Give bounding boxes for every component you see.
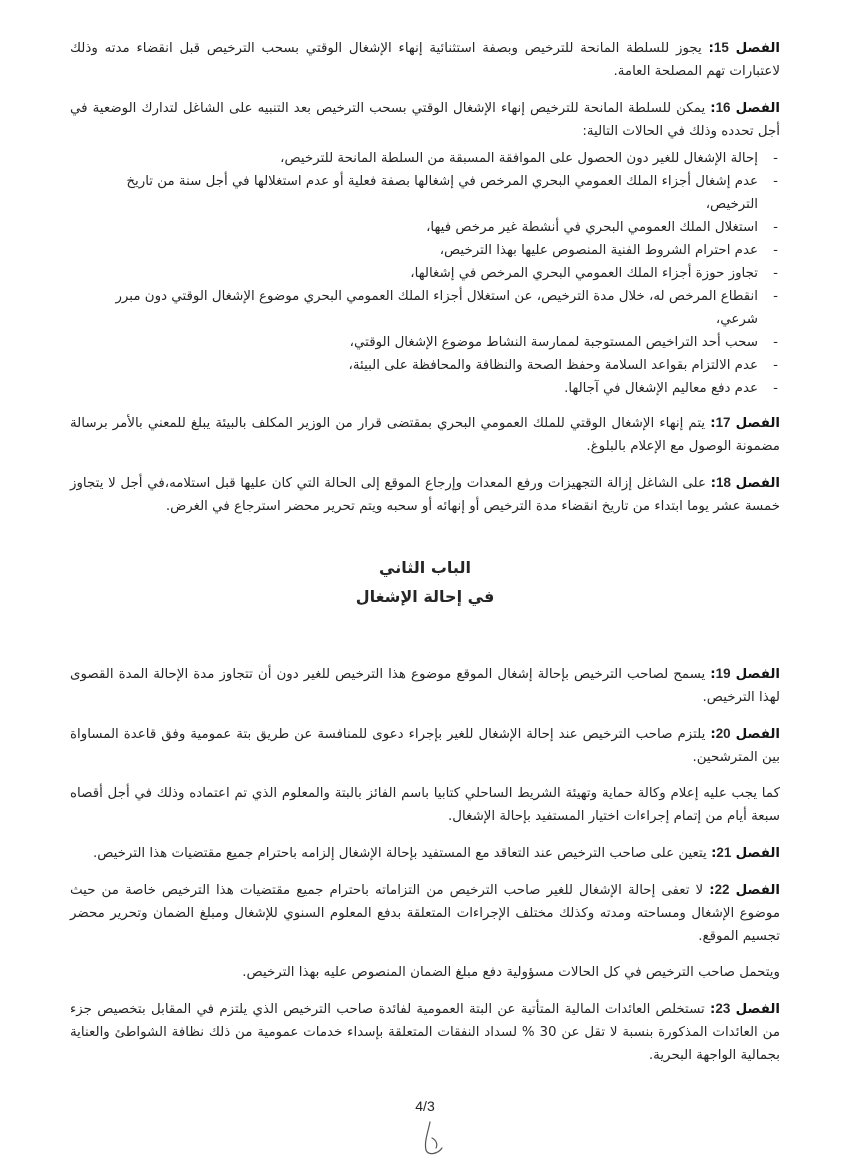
article-22: الفصل 22: لا تعفى إحالة الإشغال للغير صاحب الترخيص من التزاماته باحترام جميع مقتضيات هذا الترخيص خاصة من حيث موضوع الإشغال ومساحته ومدته وكذلك مختلف الإجراءات المتعلقة بدفع المعلوم السنوي للإشغال ومبلغ الضمان وتحرير محضر تجسيم الموقع. xyxy=(70,882,780,944)
article-21: الفصل 21: يتعين على صاحب الترخيص عند التعاقد مع المستفيد بإحالة الإشغال إلزامه باحترام جميع مقتضيات هذا الترخيص. xyxy=(92,845,780,861)
list-item: - سحب أحد التراخيص المستوجبة لممارسة النشاط موضوع الإشغال الوقتي، xyxy=(70,331,758,354)
article-label: الفصل xyxy=(735,883,780,898)
list-item: - استغلال الملك العمومي البحري في أنشطة غير مرخص فيها، xyxy=(70,216,758,239)
list-item: - إحالة الإشغال للغير دون الحصول على الموافقة المسبقة من السلطة المانحة للترخيص، xyxy=(70,147,758,170)
article-15: الفصل 15: يجوز للسلطة المانحة للترخيص وبصفة استثنائية إنهاء الإشغال الوقتي بسحب الترخيص قبل انقضاء مدته وذلك لاعتبارات تهم المصلحة العامة. xyxy=(70,40,780,79)
article-label: الفصل xyxy=(735,41,780,56)
chapter-subtitle: في إحالة الإشغال xyxy=(355,587,495,606)
article-18: الفصل 18: على الشاغل إزالة التجهيزات ورفع المعدات وإرجاع الموقع إلى الحالة التي كان عليها قبل استلامه،في أجل لا يتجاوز خمسة عشر يوما ابتداء من تاريخ انقضاء مدة الترخيص أو إنهائه أو سحبه ويتم تحرير محضر استرجاع في الغرض. xyxy=(70,475,780,514)
chapter-title: الباب الثاني xyxy=(379,558,471,577)
article-20-continuation: كما يجب عليه إعلام وكالة حماية وتهيئة الشريط الساحلي كتابيا باسم الفائز بالبتة والمعلوم الذي تم اعتماده وذلك في أجل أقصاه سبعة أيام من إتمام إجراءات اختيار المستفيد بإحالة الإشغال. xyxy=(70,786,780,824)
article-text: يسمح لصاحب الترخيص بإحالة إشغال الموقع موضوع هذا الترخيص للغير دون أن تتجاوز مدة الإحالة المدة القصوى لهذا الترخيص. xyxy=(70,667,780,705)
article-text: على الشاغل إزالة التجهيزات ورفع المعدات وإرجاع الموقع إلى الحالة التي كان عليها قبل استلامه،في أجل لا يتجاوز خمسة عشر يوما ابتداء من تاريخ انقضاء مدة الترخيص أو إنهائه أو سحبه ويتم تحرير محضر استرجاع في الغرض. xyxy=(70,476,780,514)
article-number: 20 xyxy=(715,726,731,741)
article-text: يلتزم صاحب الترخيص عند إحالة الإشغال للغير بإجراء دعوى للمنافسة عن طريق بتة عمومية وفق قاعدة المساواة بين المترشحين. xyxy=(70,727,780,765)
article-22-continuation: ويتحمل صاحب الترخيص في كل الحالات مسؤولية دفع مبلغ الضمان المنصوص عليه بهذا الترخيص. xyxy=(242,965,780,980)
article-19: الفصل 19: يسمح لصاحب الترخيص بإحالة إشغال الموقع موضوع هذا الترخيص للغير دون أن تتجاوز مدة الإحالة المدة القصوى لهذا الترخيص. xyxy=(70,666,780,705)
signature-mark xyxy=(418,1118,448,1158)
article-label: الفصل xyxy=(735,416,780,431)
article-number: 22 xyxy=(714,882,730,897)
article-label: الفصل xyxy=(735,101,780,116)
list-item: - عدم احترام الشروط الفنية المنصوص عليها بهذا الترخيص، xyxy=(70,239,758,262)
conditions-list xyxy=(70,147,780,400)
article-text: يجوز للسلطة المانحة للترخيص وبصفة استثنائية إنهاء الإشغال الوقتي بسحب الترخيص قبل انقضاء مدته وذلك لاعتبارات تهم المصلحة العامة. xyxy=(70,41,780,79)
article-number: 15 xyxy=(713,40,729,55)
list-item: - انقطاع المرخص له، خلال مدة الترخيص، عن استغلال أجزاء الملك العمومي البحري موضوع الإشغال الوقتي دون مبرر شرعي، xyxy=(70,285,758,331)
article-text: يمكن للسلطة المانحة للترخيص إنهاء الإشغال الوقتي بسحب الترخيص بعد التنبيه على الشاغل لتدارك الوضعية في أجل تحدده وذلك في الحالات التالية: xyxy=(70,101,780,139)
article-text: يتعين على صاحب الترخيص عند التعاقد مع المستفيد بإحالة الإشغال إلزامه باحترام جميع مقتضيات هذا الترخيص. xyxy=(92,846,707,861)
article-label: الفصل xyxy=(735,476,780,491)
document-page xyxy=(70,36,780,1080)
article-number: 17 xyxy=(715,415,731,430)
article-20: الفصل 20: يلتزم صاحب الترخيص عند إحالة الإشغال للغير بإجراء دعوى للمنافسة عن طريق بتة عمومية وفق قاعدة المساواة بين المترشحين. xyxy=(70,726,780,765)
article-number: 23 xyxy=(715,1001,731,1016)
article-label: الفصل xyxy=(735,667,780,682)
list-item: - تجاوز حوزة أجزاء الملك العمومي البحري المرخص في إشغالها، xyxy=(70,262,758,285)
chapter-heading xyxy=(70,554,780,612)
article-16: الفصل 16: يمكن للسلطة المانحة للترخيص إنهاء الإشغال الوقتي بسحب الترخيص بعد التنبيه على الشاغل لتدارك الوضعية في أجل تحدده وذلك في الحالات التالية: xyxy=(70,100,780,139)
article-number: 18 xyxy=(716,475,731,490)
article-label: الفصل xyxy=(735,846,780,861)
article-17: الفصل 17: يتم إنهاء الإشغال الوقتي للملك العمومي البحري بمقتضى قرار من الوزير المكلف بالبيئة يبلغ للمعني بالأمر برسالة مضمونة الوصول مع الإعلام بالبلوغ. xyxy=(70,415,780,454)
article-text: لا تعفى إحالة الإشغال للغير صاحب الترخيص من التزاماته باحترام جميع مقتضيات هذا الترخيص خاصة من حيث موضوع الإشغال ومساحته ومدته وكذلك مختلف الإجراءات المتعلقة بدفع المعلوم السنوي للإشغال ومبلغ الضمان وتحرير محضر تجسيم الموقع. xyxy=(70,883,780,944)
page-number: 4/3 xyxy=(415,1098,435,1114)
article-number: 21 xyxy=(716,845,732,860)
article-23: الفصل 23: تستخلص العائدات المالية المتأتية عن البتة العمومية لفائدة صاحب الترخيص الذي يلتزم في المقابل بتخصيص جزء من العائدات المذكورة بنسبة لا تقل عن 30 % لسداد النفقات المتعلقة بإسداء خدمات عمومية من ذلك نظافة الشواطئ والعناية بجمالية الواجهة البحرية. xyxy=(70,1001,780,1063)
article-number: 19 xyxy=(715,666,731,681)
list-item: - عدم إشغال أجزاء الملك العمومي البحري المرخص في إشغالها بصفة فعلية أو عدم استغلالها في أجل سنة من تاريخ الترخيص، xyxy=(70,170,758,216)
article-number: 16 xyxy=(715,100,731,115)
list-item: - عدم الالتزام بقواعد السلامة وحفظ الصحة والنظافة والمحافظة على البيئة، xyxy=(70,354,758,377)
article-text: يتم إنهاء الإشغال الوقتي للملك العمومي البحري بمقتضى قرار من الوزير المكلف بالبيئة يبلغ للمعني بالأمر برسالة مضمونة الوصول مع الإعلام بالبلوغ. xyxy=(70,416,780,454)
list-item: - عدم دفع معاليم الإشغال في آجالها. xyxy=(70,377,758,400)
article-label: الفصل xyxy=(735,727,780,742)
article-text: تستخلص العائدات المالية المتأتية عن البتة العمومية لفائدة صاحب الترخيص الذي يلتزم في المقابل بتخصيص جزء من العائدات المذكورة بنسبة لا تقل عن 30 % لسداد النفقات المتعلقة بإسداء خدمات عمومية من ذلك نظافة الشواطئ والعناية بجمالية الواجهة البحرية. xyxy=(70,1002,780,1063)
article-label: الفصل xyxy=(735,1002,780,1017)
